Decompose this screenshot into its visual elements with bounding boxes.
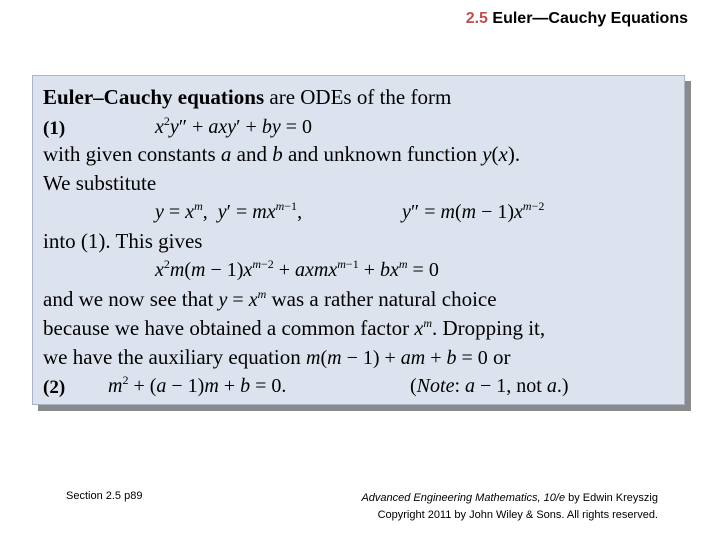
xm-math: $x^m$ (414, 316, 432, 340)
paren-close: ). (507, 142, 521, 166)
constants-text-3: and unknown function (282, 142, 483, 166)
note (410, 374, 569, 398)
equation-2 (43, 374, 65, 400)
intro-term: Euler–Cauchy equations (43, 85, 265, 109)
book-credit (361, 490, 658, 524)
title-text: Euler—Cauchy Equations (492, 10, 688, 27)
common-factor-line (43, 316, 545, 341)
paren-open: ( (491, 142, 499, 166)
constants-text-1: with given constants (43, 142, 221, 166)
substituted-equation: $x^2m(m - 1)x^{m-2}$ + axmx$^{m-1}$ + $bx^m = 0$ (155, 257, 439, 281)
note-word: Note (416, 375, 455, 397)
section-reference: Section 2.5 p89 (66, 490, 143, 502)
note-open: ( (410, 375, 417, 397)
note-math-1: a − 1 (465, 375, 507, 397)
variable-x: x (498, 142, 508, 166)
intro-text: are ODEs of the form (269, 85, 452, 109)
equation-1-math: $x^2y'' + axy'$ + by = 0 (155, 114, 312, 138)
substitution-math: $y = x^m$, $y' = mx^{m-1}$, (155, 199, 303, 223)
gives-line: into (1). This gives (43, 229, 203, 253)
book-line (361, 490, 658, 507)
slide-title (466, 10, 688, 28)
note-text: , not (506, 375, 547, 397)
auxiliary-math: m(m − 1) + am + b = 0 (305, 347, 488, 369)
equation-1-label: (1) (43, 118, 66, 139)
section-number: 2.5 (465, 10, 488, 27)
note-math-2: a (546, 375, 557, 397)
y-eq-xm-math: $y = x^m$ (218, 287, 267, 311)
auxiliary-text-2: or (487, 345, 511, 369)
constants-line (43, 142, 520, 166)
common-factor-text-2: . Dropping it, (431, 316, 546, 340)
auxiliary-text-1: we have the auxiliary equation (43, 345, 306, 369)
natural-choice-text-2: was a rather natural choice (266, 287, 497, 311)
substitution-math-2: $y'' = m(m - 1)x^{m-2}$ (402, 199, 545, 223)
equation-2-label: (2) (43, 377, 66, 398)
natural-choice-text-1: and we now see that (43, 287, 219, 311)
book-author: by Edwin Kreyszig (565, 492, 658, 504)
note-close: .) (556, 375, 569, 397)
intro-line (43, 85, 451, 109)
constants-text-2: and (231, 142, 273, 166)
natural-choice-line (43, 287, 497, 312)
constant-a: a (220, 142, 232, 166)
book-title: Advanced Engineering Mathematics, 10/e (361, 492, 566, 504)
equation-1 (43, 114, 312, 141)
common-factor-text-1: because we have obtained a common factor (43, 316, 415, 340)
function-y: y (482, 142, 492, 166)
auxiliary-line (43, 345, 511, 370)
copyright: Copyright 2011 by John Wiley & Sons. All rights reserved. (377, 509, 658, 521)
constant-b: b (272, 142, 283, 166)
note-colon: : (454, 375, 466, 397)
equation-2-math: $m^2 + (a - 1)m + b = 0$. (108, 373, 287, 397)
substitute-line: We substitute (43, 171, 157, 195)
